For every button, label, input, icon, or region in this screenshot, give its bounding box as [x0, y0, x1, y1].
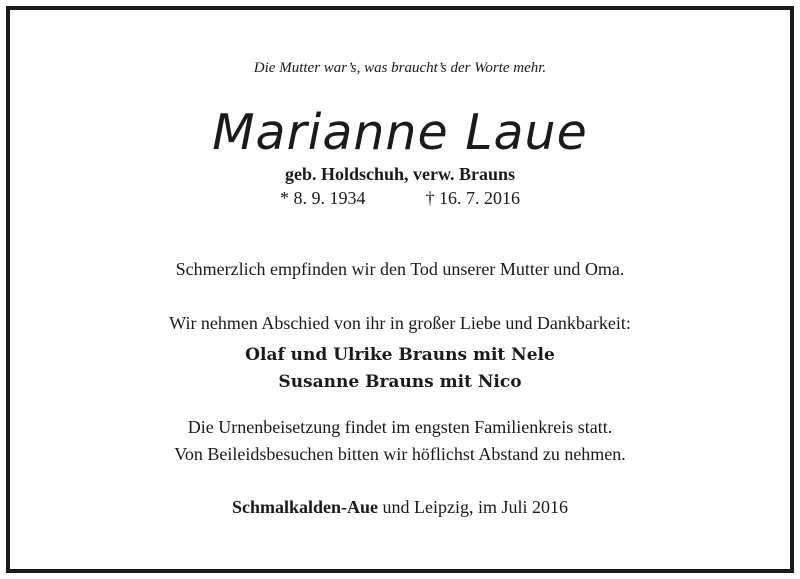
birth-date: * 8. 9. 1934 — [280, 188, 366, 208]
grief-line: Schmerzlich empfinden wir den Tod unserer Mutter und Oma. — [175, 259, 625, 279]
condolence-line: Von Beileidsbesuchen bitten wir höflichst Abstand zu nehmen. — [174, 444, 626, 464]
death-date: † 16. 7. 2016 — [425, 188, 520, 208]
place-name: Schmalkalden-Aue — [231, 497, 379, 517]
life-dates — [0, 188, 800, 209]
mourner-1: Olaf und Ulrike Brauns mit Nele — [245, 345, 555, 365]
birth-names: geb. Holdschuh, verw. Brauns — [284, 164, 516, 184]
notice-frame — [6, 6, 794, 573]
burial-line: Die Urnenbeisetzung findet im engsten Familienkreis statt. — [187, 417, 613, 437]
mourner-2: Susanne Brauns mit Nico — [278, 372, 522, 392]
motto: Die Mutter war’s, was braucht’s der Worte mehr. — [253, 60, 547, 76]
farewell-line: Wir nehmen Abschied von ihr in großer Liebe und Dankbarkeit: — [169, 313, 631, 333]
place-date-line — [0, 497, 800, 518]
deceased-name: Marianne Laue — [212, 104, 588, 161]
place-date-rest: und Leipzig, im Juli 2016 — [378, 497, 568, 517]
